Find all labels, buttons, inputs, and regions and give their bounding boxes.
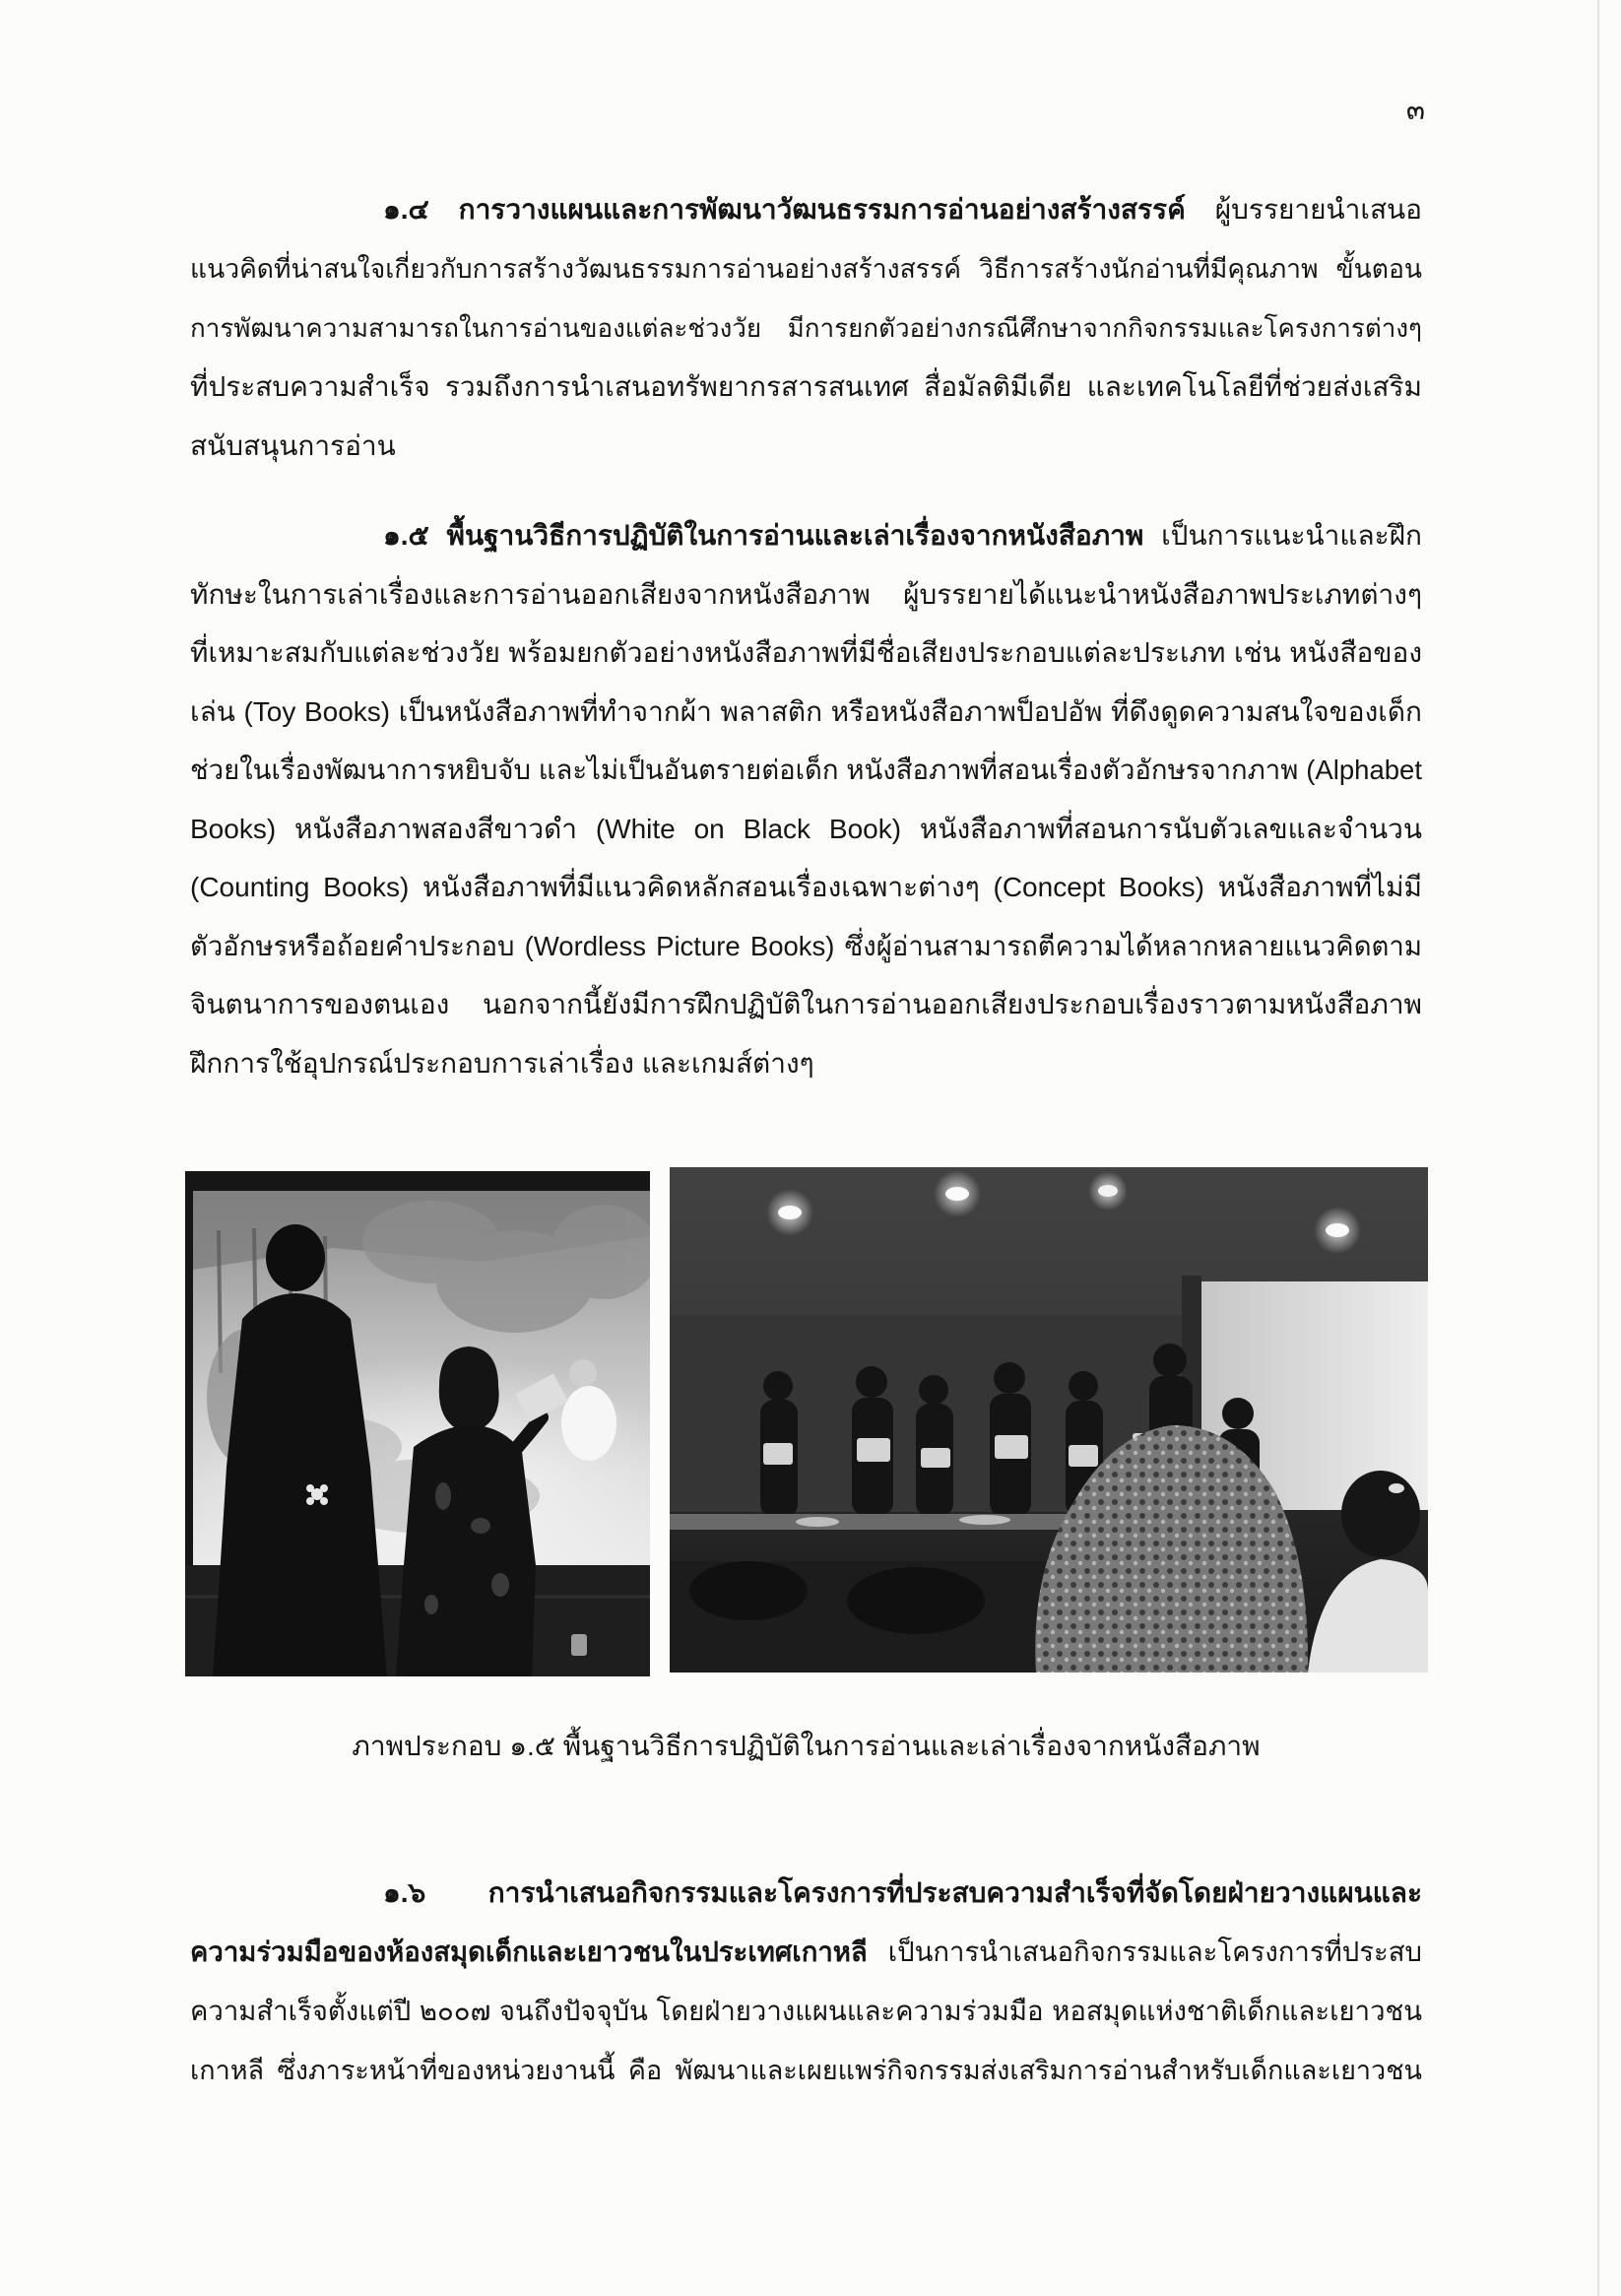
- photo-storyteller-at-screen: [185, 1171, 650, 1676]
- section-1-5-line: จินตนาการของตนเอง นอกจากนี้ยังมีการฝึกปฏิบัติในการอ่านออกเสียงประกอบเรื่องราวตามหนังสือภาพ: [190, 989, 1422, 1019]
- section-1-5: [190, 506, 1422, 1092]
- section-1-5-line: ๑.๕ พื้นฐานวิธีการปฏิบัติในการอ่านและเล่าเรื่องจากหนังสือภาพ เป็นการแนะนำและฝึก: [383, 520, 1422, 551]
- section-1-5-line: ทักษะในการเล่าเรื่องและการอ่านออกเสียงจากหนังสือภาพ ผู้บรรยายได้แนะนำหนังสือภาพประเภทต่างๆ: [190, 578, 1422, 610]
- section-1-6-line: เกาหลี ซึ่งภาระหน้าที่ของหน่วยงานนี้ คือ พัฒนาและเผยแพร่กิจกรรมส่งเสริมการอ่านสำหรับเด็กและเยาวชน: [190, 2056, 1422, 2085]
- section-1-4-line: ๑.๔ การวางแผนและการพัฒนาวัฒนธรรมการอ่านอย่างสร้างสรรค์ ผู้บรรยายนำเสนอ: [383, 194, 1422, 225]
- section-1-4: [190, 180, 1422, 476]
- section-1-5-line: Books) หนังสือภาพสองสีขาวดำ (White on Black Book) หนังสือภาพที่สอนการนับตัวเลขและจำนวน: [190, 813, 1422, 844]
- section-1-6: [190, 1864, 1422, 2100]
- figure-caption: ภาพประกอบ ๑.๕ พื้นฐานวิธีการปฏิบัติในการอ่านและเล่าเรื่องจากหนังสือภาพ: [352, 1731, 1261, 1761]
- section-heading: ความร่วมมือของห้องสมุดเด็กและเยาวชนในประเทศเกาหลี: [190, 1936, 868, 1967]
- section-1-5-line: ตัวอักษรหรือถ้อยคำประกอบ (Wordless Picture Books) ซึ่งผู้อ่านสามารถตีความได้หลากหลายแนวคิดตาม: [190, 930, 1422, 961]
- section-heading: ๑.๖ การนำเสนอกิจกรรมและโครงการที่ประสบความสำเร็จที่จัดโดยฝ่ายวางแผนและ: [383, 1877, 1422, 1908]
- section-1-5-line: ที่เหมาะสมกับแต่ละช่วงวัย พร้อมยกตัวอย่างหนังสือภาพที่มีชื่อเสียงประกอบแต่ละประเภท เช่น หนังสือของ: [190, 637, 1422, 668]
- section-1-5-line: (Counting Books) หนังสือภาพที่มีแนวคิดหลักสอนเรื่องเฉพาะต่างๆ (Concept Books) หนังสือภาพที่ไม่มี: [190, 872, 1422, 902]
- section-1-6-line: ความร่วมมือของห้องสมุดเด็กและเยาวชนในประเทศเกาหลี เป็นการนำเสนอกิจกรรมและโครงการที่ประสบ: [190, 1936, 1422, 1967]
- section-1-4-line: ที่ประสบความสำเร็จ รวมถึงการนำเสนอทรัพยากรสารสนเทศ สื่อมัลติมีเดีย และเทคโนโลยีที่ช่วยส่งเสริม: [190, 371, 1422, 402]
- section-1-5-line: เล่น (Toy Books) เป็นหนังสือภาพที่ทำจากผ้า พลาสติก หรือหนังสือภาพป็อปอัพ ที่ดึงดูดความสนใจของเด็ก: [190, 695, 1422, 727]
- section-1-5-line: ฝึกการใช้อุปกรณ์ประกอบการเล่าเรื่อง และเกมส์ต่างๆ: [190, 1047, 814, 1079]
- page-number: ๓: [1405, 95, 1425, 125]
- section-1-4-line: การพัฒนาความสามารถในการอ่านของแต่ละช่วงวัย มีการยกตัวอย่างกรณีศึกษาจากกิจกรรมและโครงการต่างๆ: [190, 313, 1422, 343]
- section-1-4-line: สนับสนุนการอ่าน: [190, 430, 396, 461]
- scan-edge-line: [1597, 0, 1599, 2296]
- section-1-6-line: [383, 1864, 1422, 1923]
- section-heading: ๑.๔ การวางแผนและการพัฒนาวัฒนธรรมการอ่านอย่างสร้างสรรค์: [383, 194, 1186, 225]
- section-1-5-line: ช่วยในเรื่องพัฒนาการหยิบจับ และไม่เป็นอันตรายต่อเด็ก หนังสือภาพที่สอนเรื่องตัวอักษรจากภาพ (Alphabet: [190, 754, 1422, 785]
- section-1-4-line: แนวคิดที่น่าสนใจเกี่ยวกับการสร้างวัฒนธรรมการอ่านอย่างสร้างสรรค์ วิธีการสร้างนักอ่านที่มีคุณภาพ ขั้นตอน: [190, 254, 1422, 284]
- photo-group-reading-aloud: [670, 1167, 1428, 1673]
- section-1-6-line: ความสำเร็จตั้งแต่ปี ๒๐๐๗ จนถึงปัจจุบัน โดยฝ่ายวางแผนและความร่วมมือ หอสมุดแห่งชาติเด็กและเยาวชน: [190, 1996, 1422, 2026]
- section-heading: ๑.๕ พื้นฐานวิธีการปฏิบัติในการอ่านและเล่าเรื่องจากหนังสือภาพ: [383, 520, 1144, 551]
